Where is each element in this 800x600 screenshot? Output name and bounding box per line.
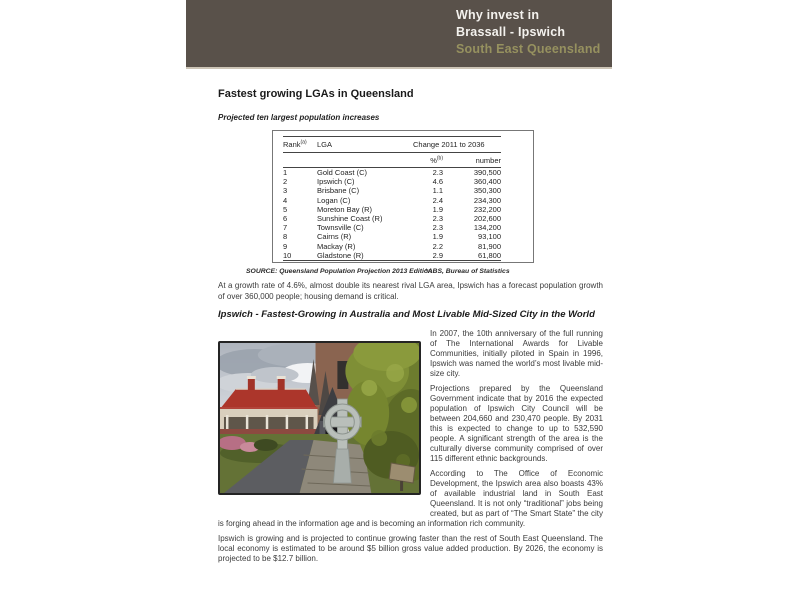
pct-cell: 1.1 (432, 186, 443, 196)
number-cell: 390,500 (473, 168, 501, 177)
table-header-row (283, 137, 501, 153)
rank-cell: 7 (283, 223, 288, 233)
lga-cell: Moreton Bay (R) (317, 204, 373, 214)
table-row (283, 242, 501, 251)
pct-cell: 2.9 (413, 251, 443, 261)
number-cell: 234,300 (473, 195, 501, 205)
table-row (283, 223, 501, 232)
table-row (283, 205, 501, 214)
pct-cell: 2.2 (432, 241, 443, 251)
table-row (283, 232, 501, 241)
rank-cell: 3 (283, 186, 288, 196)
number-cell: 350,300 (473, 186, 501, 196)
pct-footnote-marker: (b) (436, 155, 443, 162)
rank-cell: 6 (283, 214, 288, 224)
table-subheader-row (283, 153, 501, 168)
rank-cell: 9 (283, 241, 288, 251)
col-header-change: Change 2011 to 2036 (413, 137, 501, 153)
rank-footnote-marker: (a) (300, 139, 307, 146)
population-table-frame (272, 130, 534, 263)
rank-cell: 1 (283, 168, 288, 177)
lga-cell: Cairns (R) (317, 232, 352, 242)
paragraph-awards: In 2007, the 10th anniversary of the full running of The International Awards for Livable Communities, initially piloted in Spain in 1996, Ipswich was named the world’s most livable mid-size city. (430, 329, 603, 378)
lga-cell: Sunshine Coast (R) (317, 214, 383, 224)
table-row (283, 251, 501, 261)
table-row (283, 196, 501, 205)
number-cell: 61,800 (443, 251, 501, 261)
number-cell: 232,200 (473, 204, 501, 214)
number-cell: 202,600 (473, 214, 501, 224)
pct-cell: 2.3 (432, 223, 443, 233)
rank-cell: 4 (283, 195, 288, 205)
pct-cell: 4.6 (432, 177, 443, 187)
paragraph-economy: Ipswich is growing and is projected to continue growing faster than the rest of South East Queensland. The local economy is estimated to be around $5 billion gross value added production. By 2026, the economy is projected to be $12.7 billion. (218, 534, 603, 563)
table-caption: Projected ten largest population increases (218, 113, 380, 122)
rank-cell: 5 (283, 204, 288, 214)
table-row (283, 177, 501, 186)
banner-line-suburb: Brassall - Ipswich (456, 25, 566, 39)
lga-cell: Gold Coast (C) (317, 168, 368, 177)
banner-line-region: South East Queensland (456, 42, 601, 56)
table-row (283, 186, 501, 195)
col-header-lga: LGA (317, 137, 413, 153)
rank-cell: 2 (283, 177, 288, 187)
pct-cell: 1.9 (432, 232, 443, 242)
photo-illustration (220, 343, 419, 493)
lga-cell: Ipswich (C) (317, 177, 355, 187)
lga-cell: Townsville (C) (317, 223, 364, 233)
col-header-number: number (443, 153, 501, 168)
section-heading-livable-city: Ipswich - Fastest-Growing in Australia and Most Livable Mid-Sized City in the World (218, 309, 595, 320)
pct-cell: 2.4 (432, 195, 443, 205)
title-banner (186, 0, 612, 69)
pct-cell: 1.9 (432, 204, 443, 214)
paragraph-economic-development: According to The Office of Economic Development, the Ipswich area also boasts 43% of available industrial land in South East Queensland. It is not only “traditional” jobs being created, but as part of “The Smart State” the city is forging ahead in the information age and is becoming an information rich community. (218, 469, 603, 528)
lga-cell: Logan (C) (317, 195, 351, 205)
table-source-abs-note: *ABS, Bureau of Statistics (425, 268, 510, 275)
section-heading-fastest-growing: Fastest growing LGAs in Queensland (218, 88, 414, 100)
number-cell: 360,400 (473, 177, 501, 187)
table-source-note: SOURCE: Queensland Population Projection 2013 Edition (246, 268, 433, 275)
church-and-house-photo (218, 341, 421, 495)
pct-cell: 2.3 (432, 168, 443, 177)
lga-cell: Gladstone (R) (317, 251, 413, 261)
number-cell: 93,100 (478, 232, 501, 242)
title-banner-text (456, 7, 612, 58)
table-row (283, 214, 501, 223)
col-header-rank: Rank$^{(a)}$ (283, 137, 317, 153)
paragraph-projections: Projections prepared by the Queensland Government indicate that by 2016 the expected population of Ipswich City Council will be between 204,660 and 230,470 people. By 2031 this is expected to change to up to 532,590 people. A significant strength of the area is the culturally diverse community comprised of over 115 different ethnic backgrounds. (430, 384, 603, 463)
population-table (283, 136, 501, 261)
body-text-block (218, 329, 603, 569)
rank-cell: 10 (283, 251, 317, 261)
rank-cell: 8 (283, 232, 288, 242)
table-row (283, 168, 501, 178)
col-header-pct: %$^{(b)}$ (413, 153, 443, 168)
lga-cell: Mackay (R) (317, 241, 356, 251)
lga-cell: Brisbane (C) (317, 186, 360, 196)
growth-rate-paragraph: At a growth rate of 4.6%, almost double its nearest rival LGA area, Ipswich has a forecast population growth of over 360,000 people; housing demand is critical. (218, 281, 603, 301)
number-cell: 81,900 (478, 241, 501, 251)
number-cell: 134,200 (473, 223, 501, 233)
banner-line-why-invest: Why invest in (456, 8, 540, 22)
pct-cell: 2.3 (432, 214, 443, 224)
